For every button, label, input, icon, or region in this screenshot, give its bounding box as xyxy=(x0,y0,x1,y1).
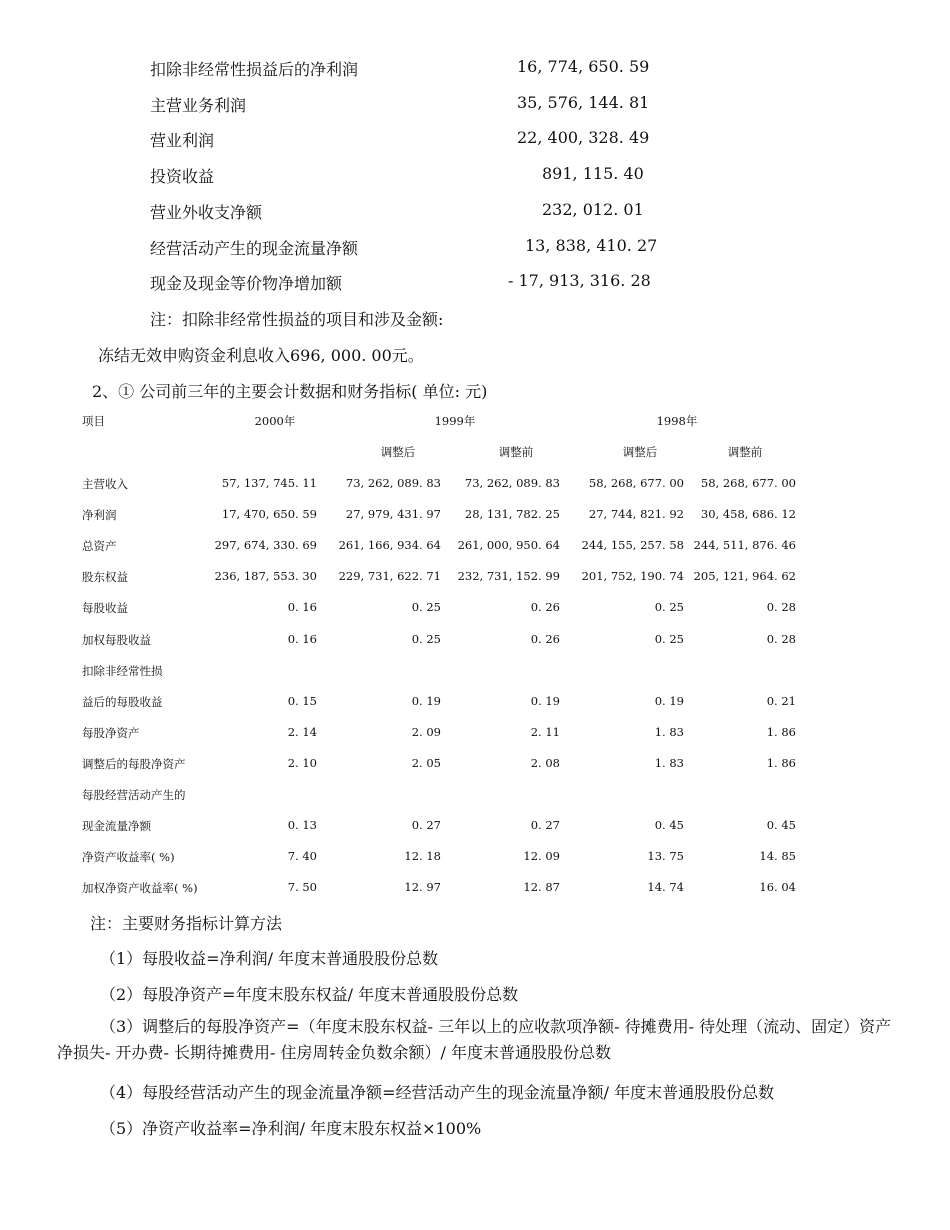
table-cell: 0. 27 xyxy=(411,818,441,832)
formula-line: （1）每股收益=净利润/ 年度末普通股股份总数 xyxy=(100,949,439,968)
table-cell: 16. 04 xyxy=(759,880,796,894)
table-cell: 0. 28 xyxy=(766,632,796,646)
table-cell: 30, 458, 686. 12 xyxy=(700,507,796,521)
table-subheader: 调整后 xyxy=(380,445,416,459)
formula-line: （2）每股净资产=年度末股东权益/ 年度末普通股股份总数 xyxy=(100,985,519,1004)
formula-line: （3）调整后的每股净资产=（年度末股东权益- 三年以上的应收款项净额- 待摊费用- 待处理（流动、固定）资产净损失- 开办费- 长期待摊费用- 住房周转金负数余额）/ 年度末普通股股份总数 xyxy=(57,1017,892,1062)
table-cell: 0. 19 xyxy=(530,694,560,708)
formula-line: （4）每股经营活动产生的现金流量净额=经营活动产生的现金流量净额/ 年度末普通股股份总数 xyxy=(100,1083,775,1102)
table-row-label: 净资产收益率( %) xyxy=(82,850,175,864)
summary-value: 35, 576, 144. 81 xyxy=(517,93,650,112)
table-cell: 0. 25 xyxy=(654,600,684,614)
table-header-1998: 1998年 xyxy=(656,414,698,428)
table-cell: 2. 10 xyxy=(287,756,317,770)
table-header-1999: 1999年 xyxy=(434,414,476,428)
table-row-label: 每股经营活动产生的 xyxy=(82,788,186,802)
table-row-label: 主营收入 xyxy=(82,477,128,491)
summary-label: 现金及现金等价物净增加额 xyxy=(150,274,343,293)
table-cell: 58, 268, 677. 00 xyxy=(700,476,796,490)
table-row-label: 加权每股收益 xyxy=(82,633,151,647)
table-cell: 14. 85 xyxy=(759,849,796,863)
table-cell: 7. 40 xyxy=(287,849,317,863)
table-cell: 28, 131, 782. 25 xyxy=(464,507,560,521)
summary-value: - 17, 913, 316. 28 xyxy=(508,271,651,290)
table-cell: 0. 25 xyxy=(411,600,441,614)
table-cell: 12. 18 xyxy=(404,849,441,863)
note-detail: 冻结无效申购资金利息收入696, 000. 00元。 xyxy=(98,346,424,365)
table-cell: 2. 14 xyxy=(287,725,317,739)
table-cell: 0. 15 xyxy=(287,694,317,708)
table-cell: 0. 25 xyxy=(654,632,684,646)
table-cell: 236, 187, 553. 30 xyxy=(214,569,317,583)
table-cell: 12. 87 xyxy=(523,880,560,894)
summary-label: 扣除非经常性损益后的净利润 xyxy=(150,60,359,79)
table-cell: 14. 74 xyxy=(647,880,684,894)
table-cell: 0. 28 xyxy=(766,600,796,614)
table-cell: 13. 75 xyxy=(647,849,684,863)
table-row-label: 调整后的每股净资产 xyxy=(82,757,186,771)
table-cell: 0. 26 xyxy=(530,600,560,614)
table-cell: 0. 45 xyxy=(654,818,684,832)
table-cell: 57, 137, 745. 11 xyxy=(221,476,317,490)
table-cell: 73, 262, 089. 83 xyxy=(345,476,441,490)
summary-label: 投资收益 xyxy=(150,167,215,186)
table-cell: 205, 121, 964. 62 xyxy=(693,569,796,583)
table-cell: 244, 155, 257. 58 xyxy=(581,538,684,552)
table-cell: 0. 13 xyxy=(287,818,317,832)
table-row-label: 每股收益 xyxy=(82,601,128,615)
table-row-label: 加权净资产收益率( %) xyxy=(82,881,198,895)
table-subheader: 调整前 xyxy=(727,445,763,459)
table-cell: 1. 86 xyxy=(766,725,796,739)
table-cell: 297, 674, 330. 69 xyxy=(214,538,317,552)
table-cell: 1. 83 xyxy=(654,725,684,739)
table-cell: 27, 979, 431. 97 xyxy=(345,507,441,521)
formula-notes-title: 注：主要财务指标计算方法 xyxy=(90,914,283,933)
table-cell: 1. 83 xyxy=(654,756,684,770)
table-cell: 2. 11 xyxy=(530,725,560,739)
table-cell: 261, 000, 950. 64 xyxy=(457,538,560,552)
table-cell: 12. 09 xyxy=(523,849,560,863)
table-cell: 0. 27 xyxy=(530,818,560,832)
table-cell: 244, 511, 876. 46 xyxy=(693,538,796,552)
table-row-label: 扣除非经常性损 xyxy=(82,664,163,678)
formula-line: （5）净资产收益率=净利润/ 年度末股东权益×100% xyxy=(100,1119,482,1138)
summary-value: 22, 400, 328. 49 xyxy=(517,128,650,147)
table-header-2000: 2000年 xyxy=(254,414,296,428)
table-cell: 1. 86 xyxy=(766,756,796,770)
table-cell: 58, 268, 677. 00 xyxy=(588,476,684,490)
note-heading: 注：扣除非经常性损益的项目和涉及金额: xyxy=(150,310,444,329)
table-row-label: 现金流量净额 xyxy=(82,819,151,833)
summary-value: 232, 012. 01 xyxy=(542,200,644,219)
table-cell: 0. 19 xyxy=(654,694,684,708)
table-row-label: 股东权益 xyxy=(82,570,128,584)
table-cell: 0. 26 xyxy=(530,632,560,646)
table-cell: 12. 97 xyxy=(404,880,441,894)
table-cell: 232, 731, 152. 99 xyxy=(457,569,560,583)
table-cell: 0. 16 xyxy=(287,632,317,646)
table-subheader: 调整后 xyxy=(622,445,658,459)
summary-value: 891, 115. 40 xyxy=(542,164,644,183)
table-cell: 0. 16 xyxy=(287,600,317,614)
table-cell: 2. 09 xyxy=(411,725,441,739)
table-cell: 0. 45 xyxy=(766,818,796,832)
table-cell: 2. 05 xyxy=(411,756,441,770)
table-row-label: 总资产 xyxy=(82,539,117,553)
table-header-item: 项目 xyxy=(82,414,105,428)
table-cell: 0. 25 xyxy=(411,632,441,646)
table-cell: 261, 166, 934. 64 xyxy=(338,538,441,552)
table-cell: 7. 50 xyxy=(287,880,317,894)
summary-label: 营业利润 xyxy=(150,131,215,150)
summary-label: 营业外收支净额 xyxy=(150,203,263,222)
summary-value: 13, 838, 410. 27 xyxy=(525,236,658,255)
table-cell: 2. 08 xyxy=(530,756,560,770)
section-title: 2、① 公司前三年的主要会计数据和财务指标( 单位: 元) xyxy=(92,382,488,401)
table-row-label: 每股净资产 xyxy=(82,726,140,740)
table-cell: 201, 752, 190. 74 xyxy=(581,569,684,583)
table-cell: 0. 21 xyxy=(766,694,796,708)
table-cell: 27, 744, 821. 92 xyxy=(588,507,684,521)
summary-label: 主营业务利润 xyxy=(150,96,247,115)
table-subheader: 调整前 xyxy=(498,445,534,459)
table-cell: 17, 470, 650. 59 xyxy=(221,507,317,521)
table-cell: 73, 262, 089. 83 xyxy=(464,476,560,490)
table-row-label: 益后的每股收益 xyxy=(82,695,163,709)
table-row-label: 净利润 xyxy=(82,508,117,522)
summary-value: 16, 774, 650. 59 xyxy=(517,57,650,76)
table-cell: 229, 731, 622. 71 xyxy=(338,569,441,583)
table-cell: 0. 19 xyxy=(411,694,441,708)
summary-label: 经营活动产生的现金流量净额 xyxy=(150,239,359,258)
